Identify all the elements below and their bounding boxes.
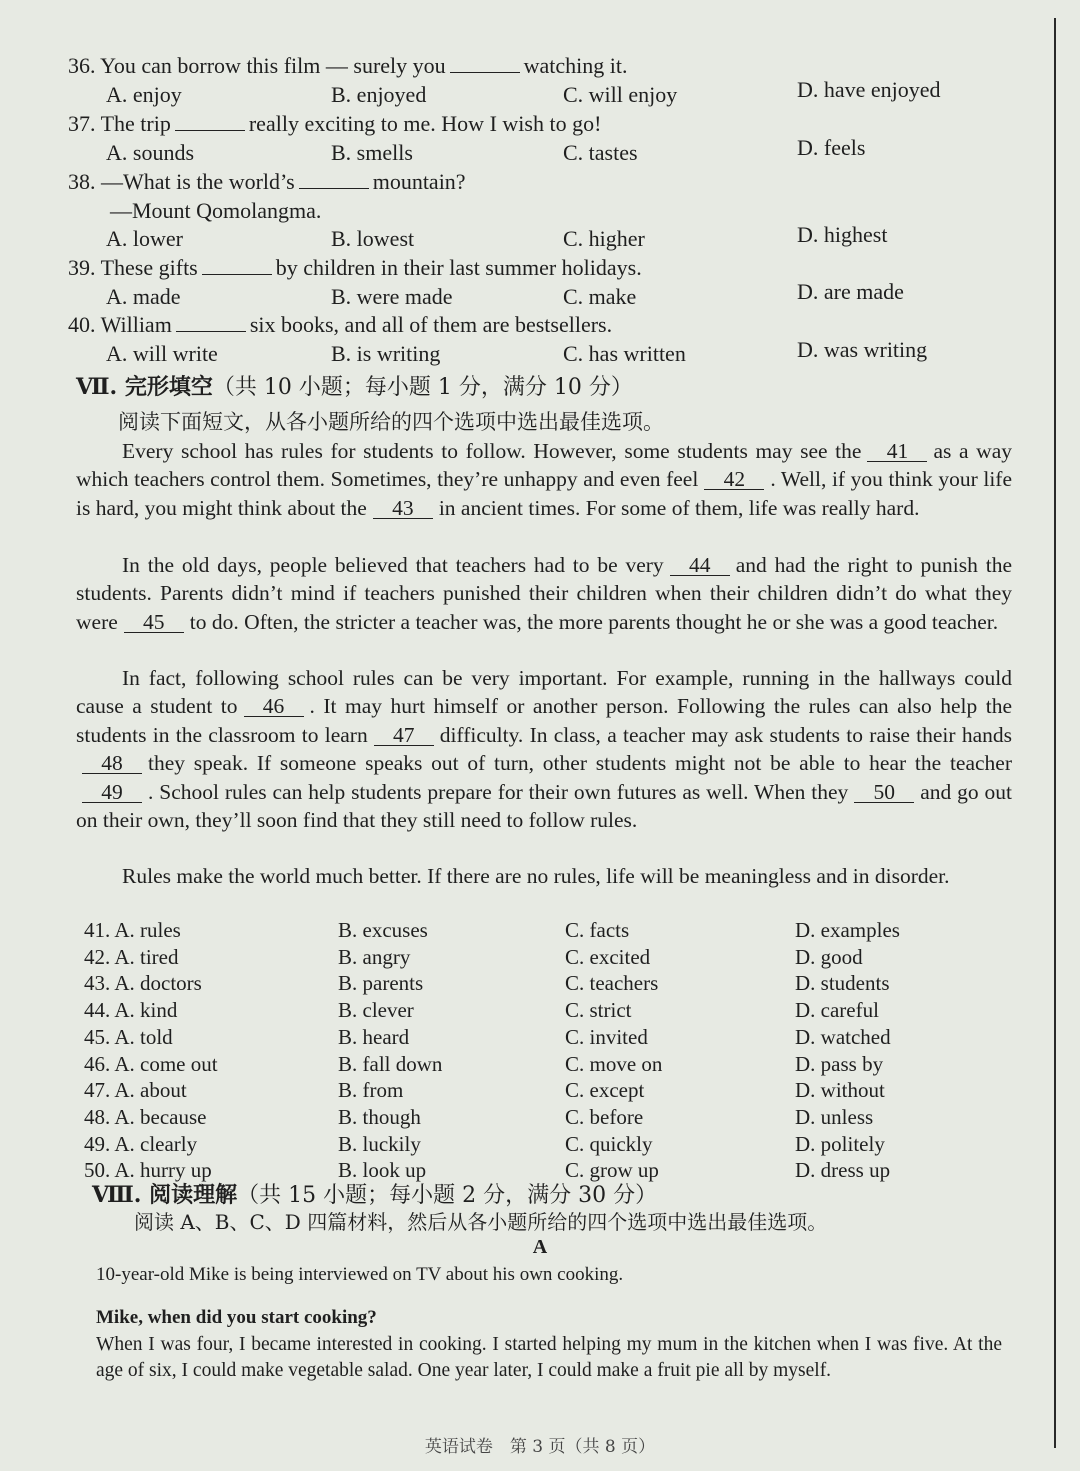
cloze-46-option-b: B. fall down bbox=[338, 1051, 443, 1076]
option-c: C. has written bbox=[563, 341, 686, 366]
question-37-stem: 37. The trip bbox=[68, 111, 171, 136]
question-39-stem: 39. These gifts bbox=[68, 255, 198, 280]
cloze-41-option-d: D. examples bbox=[795, 918, 900, 942]
option-b: B. lowest bbox=[331, 226, 415, 251]
cloze-44-option-d: D. careful bbox=[795, 998, 879, 1023]
section-7-instruction: 阅读下面短文，从各小题所给的四个选项中选出最佳选项。 bbox=[118, 410, 664, 434]
cloze-49-option-b: B. luckily bbox=[338, 1131, 421, 1156]
option-c: C. tastes bbox=[563, 140, 638, 165]
text: In the old days, people believed that teachers had to be very bbox=[122, 553, 664, 577]
cloze-49-option-d: D. politely bbox=[795, 1131, 885, 1156]
blank-48: 48 bbox=[82, 753, 142, 774]
page-footer: 英语试卷 第 3 页（共 8 页） bbox=[424, 1437, 656, 1457]
cloze-48-option-a: 48. A. because bbox=[84, 1104, 207, 1129]
blank-43: 43 bbox=[373, 498, 433, 519]
interview-question: Mike, when did you start cooking? bbox=[96, 1307, 377, 1328]
question-40 bbox=[68, 311, 612, 339]
option-d: D. highest bbox=[797, 222, 888, 247]
text: they speak. If someone speaks out of turn, other students might not be able to hear the teacher bbox=[148, 751, 1012, 776]
question-40-stem: 40. William bbox=[68, 312, 172, 337]
cloze-48-option-b: B. though bbox=[338, 1104, 421, 1129]
passage-paragraph-2 bbox=[76, 551, 1012, 636]
cloze-41-option-b: B. excuses bbox=[338, 918, 428, 942]
option-c: C. higher bbox=[563, 226, 645, 251]
question-36-stem: 36. You can borrow this film — surely you bbox=[68, 53, 446, 78]
section-8-heading bbox=[92, 1181, 657, 1210]
cloze-50-option-a: 50. A. hurry up bbox=[84, 1158, 212, 1183]
cloze-46-option-c: C. move on bbox=[565, 1051, 663, 1076]
option-c: C. will enjoy bbox=[563, 82, 678, 107]
cloze-42-option-d: D. good bbox=[795, 944, 863, 969]
blank-46: 46 bbox=[244, 696, 304, 717]
question-40-stem-end: six books, and all of them are bestsellers. bbox=[249, 312, 613, 337]
answer-blank bbox=[176, 313, 246, 332]
cloze-49-option-c: C. quickly bbox=[565, 1131, 653, 1156]
interview-intro: 10-year-old Mike is being interviewed on TV about his own cooking. bbox=[96, 1264, 624, 1285]
cloze-47-option-d: D. without bbox=[795, 1078, 885, 1103]
section-7-heading bbox=[76, 373, 633, 402]
text: and had the right to punish the students. Parents didn’t mind if teachers punished their children when their children didn’t do what they were bbox=[76, 553, 1012, 634]
option-b: B. is writing bbox=[331, 341, 441, 366]
question-38-stem-end: mountain? bbox=[372, 169, 466, 194]
cloze-42-option-c: C. excited bbox=[565, 944, 651, 969]
margin-rule bbox=[1054, 18, 1056, 1448]
answer-blank bbox=[299, 170, 369, 189]
cloze-44-option-a: 44. A. kind bbox=[84, 998, 178, 1023]
text: Rules make the world much better. If there are no rules, life will be meaningless and in disorder. bbox=[122, 864, 950, 888]
text: as a way which teachers control them. Sometimes, they’re unhappy and even feel bbox=[76, 439, 1012, 492]
cloze-47-option-b: B. from bbox=[338, 1078, 404, 1103]
option-b: B. smells bbox=[331, 140, 413, 165]
blank-45: 45 bbox=[124, 612, 184, 633]
option-a: A. made bbox=[106, 284, 181, 309]
blank-49: 49 bbox=[82, 782, 142, 803]
option-a: A. enjoy bbox=[106, 82, 182, 107]
cloze-41-option-a: 41. A. rules bbox=[84, 918, 181, 942]
section-7-title: Ⅶ. 完形填空 bbox=[76, 374, 213, 400]
cloze-44-option-b: B. clever bbox=[338, 998, 414, 1023]
cloze-49-option-a: 49. A. clearly bbox=[84, 1131, 198, 1156]
cloze-45-option-a: 45. A. told bbox=[84, 1024, 173, 1049]
blank-44: 44 bbox=[670, 555, 730, 576]
cloze-48-option-d: D. unless bbox=[795, 1104, 874, 1129]
option-b: B. enjoyed bbox=[331, 82, 427, 107]
question-38-reply: —Mount Qomolangma. bbox=[110, 198, 322, 223]
text: . School rules can help students prepare for their own futures as well. When they bbox=[148, 779, 849, 804]
text: In fact, following school rules can be very important. For example, running in the hallways could cause a student to bbox=[76, 666, 1012, 719]
cloze-46-option-d: D. pass by bbox=[795, 1051, 884, 1076]
cloze-41-option-c: C. facts bbox=[565, 918, 630, 942]
option-a: A. will write bbox=[106, 341, 218, 366]
option-a: A. sounds bbox=[106, 140, 195, 165]
cloze-45-option-c: C. invited bbox=[565, 1024, 648, 1049]
cloze-43-option-b: B. parents bbox=[338, 971, 424, 996]
text: . Well, if you think your life is hard, you might think about the bbox=[76, 467, 1012, 520]
text: and go out on their own, they’ll soon find that they still need to follow rules. bbox=[76, 779, 1012, 833]
question-37 bbox=[68, 110, 601, 138]
cloze-43-option-d: D. students bbox=[795, 971, 890, 996]
cloze-50-option-b: B. look up bbox=[338, 1158, 427, 1183]
text: in ancient times. For some of them, life was really hard. bbox=[438, 495, 920, 520]
option-d: D. was writing bbox=[797, 337, 928, 362]
blank-47: 47 bbox=[374, 725, 434, 746]
section-7-note: （共 10 小题；每小题 1 分，满分 10 分） bbox=[212, 375, 633, 400]
cloze-50-option-d: D. dress up bbox=[795, 1158, 891, 1183]
blank-41: 41 bbox=[867, 441, 927, 462]
text: . It may hurt himself or another person. Following the rules can also help the students in the classroom to learn bbox=[76, 694, 1013, 747]
part-a-label: A bbox=[532, 1236, 548, 1258]
option-a: A. lower bbox=[106, 226, 183, 251]
question-39-stem-end: by children in their last summer holidays. bbox=[275, 255, 642, 280]
cloze-47-option-a: 47. A. about bbox=[84, 1078, 187, 1103]
section-8-instruction: 阅读 A、B、C、D 四篇材料，然后从各小题所给的四个选项中选出最佳选项。 bbox=[134, 1210, 828, 1234]
text: Every school has rules for students to follow. However, some students may see the bbox=[122, 439, 862, 463]
blank-42: 42 bbox=[704, 469, 764, 490]
answer-blank bbox=[202, 256, 272, 275]
cloze-43-option-c: C. teachers bbox=[565, 971, 659, 996]
question-36-stem-end: watching it. bbox=[523, 53, 628, 78]
question-36 bbox=[68, 52, 628, 80]
question-37-stem-end: really exciting to me. How I wish to go! bbox=[248, 111, 602, 136]
interview-answer: When I was four, I became interested in cooking. I started helping my mum in the kitchen when I was five. At the age of six, I could make vegetable salad. One year later, I could make a fruit pie all by myself. bbox=[96, 1334, 1002, 1381]
option-d: D. feels bbox=[797, 135, 866, 160]
cloze-45-option-d: D. watched bbox=[795, 1024, 891, 1049]
section-8-note: （共 15 小题；每小题 2 分，满分 30 分） bbox=[237, 1183, 658, 1208]
cloze-42-option-a: 42. A. tired bbox=[84, 944, 179, 969]
option-c: C. make bbox=[563, 284, 637, 309]
cloze-45-option-b: B. heard bbox=[338, 1024, 410, 1049]
question-39 bbox=[68, 254, 642, 282]
question-38-stem: 38. —What is the world’s bbox=[68, 169, 295, 194]
option-b: B. were made bbox=[331, 284, 453, 309]
passage-paragraph-3 bbox=[76, 664, 1012, 834]
cloze-46-option-a: 46. A. come out bbox=[84, 1051, 218, 1076]
text: difficulty. In class, a teacher may ask students to raise their hands bbox=[439, 722, 1012, 747]
passage-paragraph-1 bbox=[76, 437, 1012, 522]
cloze-48-option-c: C. before bbox=[565, 1104, 644, 1129]
answer-blank bbox=[175, 112, 245, 131]
blank-50: 50 bbox=[854, 782, 914, 803]
cloze-43-option-a: 43. A. doctors bbox=[84, 971, 202, 996]
question-38 bbox=[68, 168, 466, 196]
cloze-44-option-c: C. strict bbox=[565, 998, 632, 1023]
answer-blank bbox=[450, 54, 520, 73]
cloze-42-option-b: B. angry bbox=[338, 944, 411, 969]
text: to do. Often, the stricter a teacher was, the more parents thought he or she was a good teacher. bbox=[189, 609, 999, 634]
cloze-50-option-c: C. grow up bbox=[565, 1158, 659, 1183]
passage-paragraph-4 bbox=[76, 862, 1012, 890]
option-d: D. are made bbox=[797, 279, 904, 304]
option-d: D. have enjoyed bbox=[797, 77, 941, 102]
cloze-47-option-c: C. except bbox=[565, 1078, 645, 1103]
section-8-title: Ⅷ. 阅读理解 bbox=[92, 1182, 238, 1208]
